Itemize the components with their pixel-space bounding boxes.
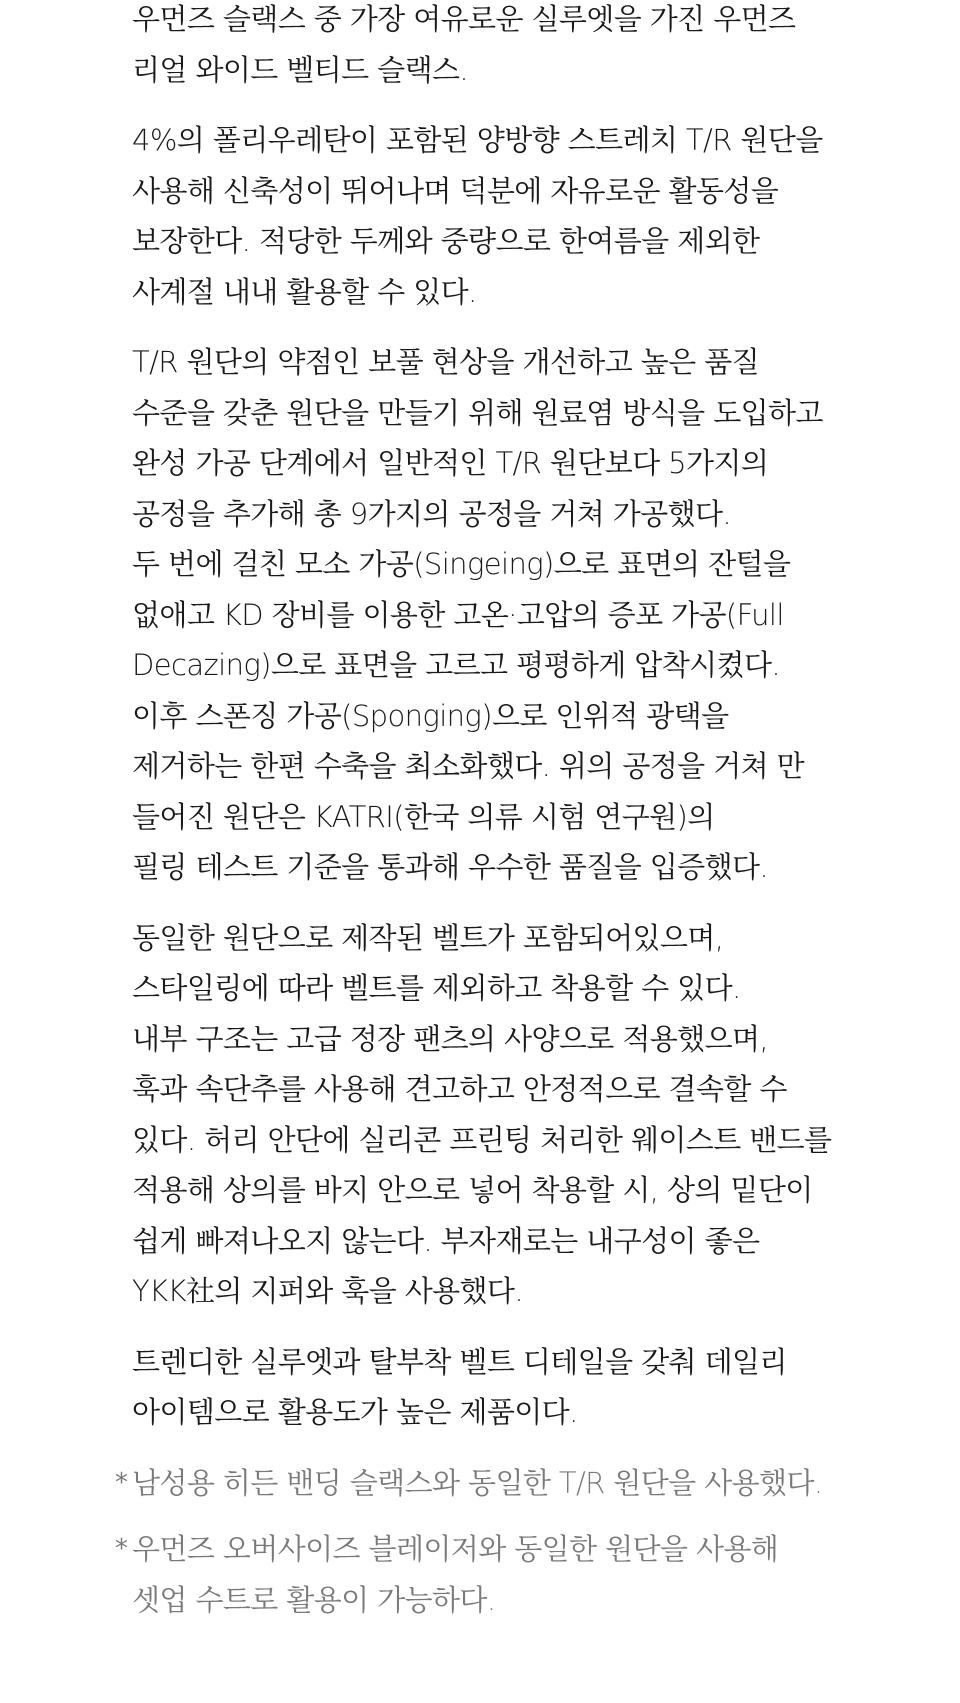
paragraph-summary: [132, 1337, 932, 1438]
text-line: 동일한 원단으로 제작된 벨트가 포함되어있으며,: [132, 920, 724, 955]
text-line: 아이템으로 활용도가 높은 제품이다.: [132, 1395, 578, 1429]
description-paragraphs: [132, 0, 932, 1438]
text-line: 없애고 KD 장비를 이용한 고온·고압의 증포 가공(Full: [132, 597, 784, 632]
text-line: 제거하는 한편 수축을 최소화했다. 위의 공정을 거쳐 만: [132, 749, 805, 783]
footnote-line: 남성용 히든 밴딩 슬랙스와 동일한 T/R 원단을 사용했다.: [132, 1465, 823, 1500]
footnotes: [115, 1458, 932, 1626]
paragraph-belt-construction: [132, 913, 932, 1317]
text-line: 훅과 속단추를 사용해 견고하고 안정적으로 결속할 수: [132, 1072, 787, 1106]
paragraph-stretch-fabric: [132, 115, 932, 317]
text-line: 들어진 원단은 KATRI(한국 의류 시험 연구원)의: [132, 799, 715, 834]
text-line: 이후 스폰징 가공(Sponging)으로 인위적 광택을: [132, 698, 729, 733]
text-line: 4%의 폴리우레탄이 포함된 양방향 스트레치 T/R 원단을: [132, 123, 823, 157]
asterisk-mark: *: [115, 1467, 128, 1498]
text-line: 완성 가공 단계에서 일반적인 T/R 원단보다 5가지의: [132, 446, 769, 480]
text-line: 두 번에 걸친 모소 가공(Singeing)으로 표면의 잔털을: [132, 547, 791, 581]
text-line: 적용해 상의를 바지 안으로 넣어 착용할 시, 상의 밑단이: [132, 1173, 813, 1207]
text-line: 사계절 내내 활용할 수 있다.: [132, 274, 477, 309]
text-line: 필링 테스트 기준을 통과해 우수한 품질을 입증했다.: [132, 850, 769, 884]
asterisk-mark: *: [115, 1534, 128, 1564]
text-line: 수준을 갖춘 원단을 만들기 위해 원료염 방식을 도입하고: [132, 395, 823, 430]
footnote-same-fabric-men: [115, 1458, 932, 1509]
text-line: 우먼즈 슬랙스 중 가장 여유로운 실루엣을 가진 우먼즈: [132, 2, 796, 36]
text-line: 트렌디한 실루엣과 탈부착 벨트 디테일을 갖춰 데일리: [132, 1344, 787, 1379]
footnote-line: 셋업 수트로 활용이 가능하다.: [132, 1582, 496, 1617]
text-line: 공정을 추가해 총 9가지의 공정을 거쳐 가공했다.: [132, 496, 732, 531]
text-line: 쉽게 빠져나오지 않는다. 부자재로는 내구성이 좋은: [132, 1223, 760, 1258]
text-line: 사용해 신축성이 뛰어나며 덕분에 자유로운 활동성을: [132, 173, 779, 208]
text-line: Decazing)으로 표면을 고르고 평평하게 압착시켰다.: [132, 648, 780, 682]
text-line: 보장한다. 적당한 두께와 중량으로 한여름을 제외한: [132, 224, 760, 258]
text-line: 리얼 와이드 벨티드 슬랙스.: [132, 52, 469, 87]
text-line: 스타일링에 따라 벨트를 제외하고 착용할 수 있다.: [132, 971, 741, 1005]
footnote-line: 우먼즈 오버사이즈 블레이저와 동일한 원단을 사용해: [132, 1532, 779, 1566]
footnote-setup-suit: [115, 1524, 932, 1625]
paragraph-fabric-processing: [132, 337, 932, 893]
text-line: YKK社의 지퍼와 훅을 사용했다.: [132, 1274, 523, 1308]
text-line: 내부 구조는 고급 정장 팬츠의 사양으로 적용했으며,: [132, 1021, 769, 1056]
product-description: [115, 0, 932, 1641]
paragraph-intro: [132, 0, 932, 95]
text-line: T/R 원단의 약점인 보풀 현상을 개선하고 높은 품질: [132, 345, 760, 379]
text-line: 있다. 허리 안단에 실리콘 프린팅 처리한 웨이스트 밴드를: [132, 1122, 832, 1157]
